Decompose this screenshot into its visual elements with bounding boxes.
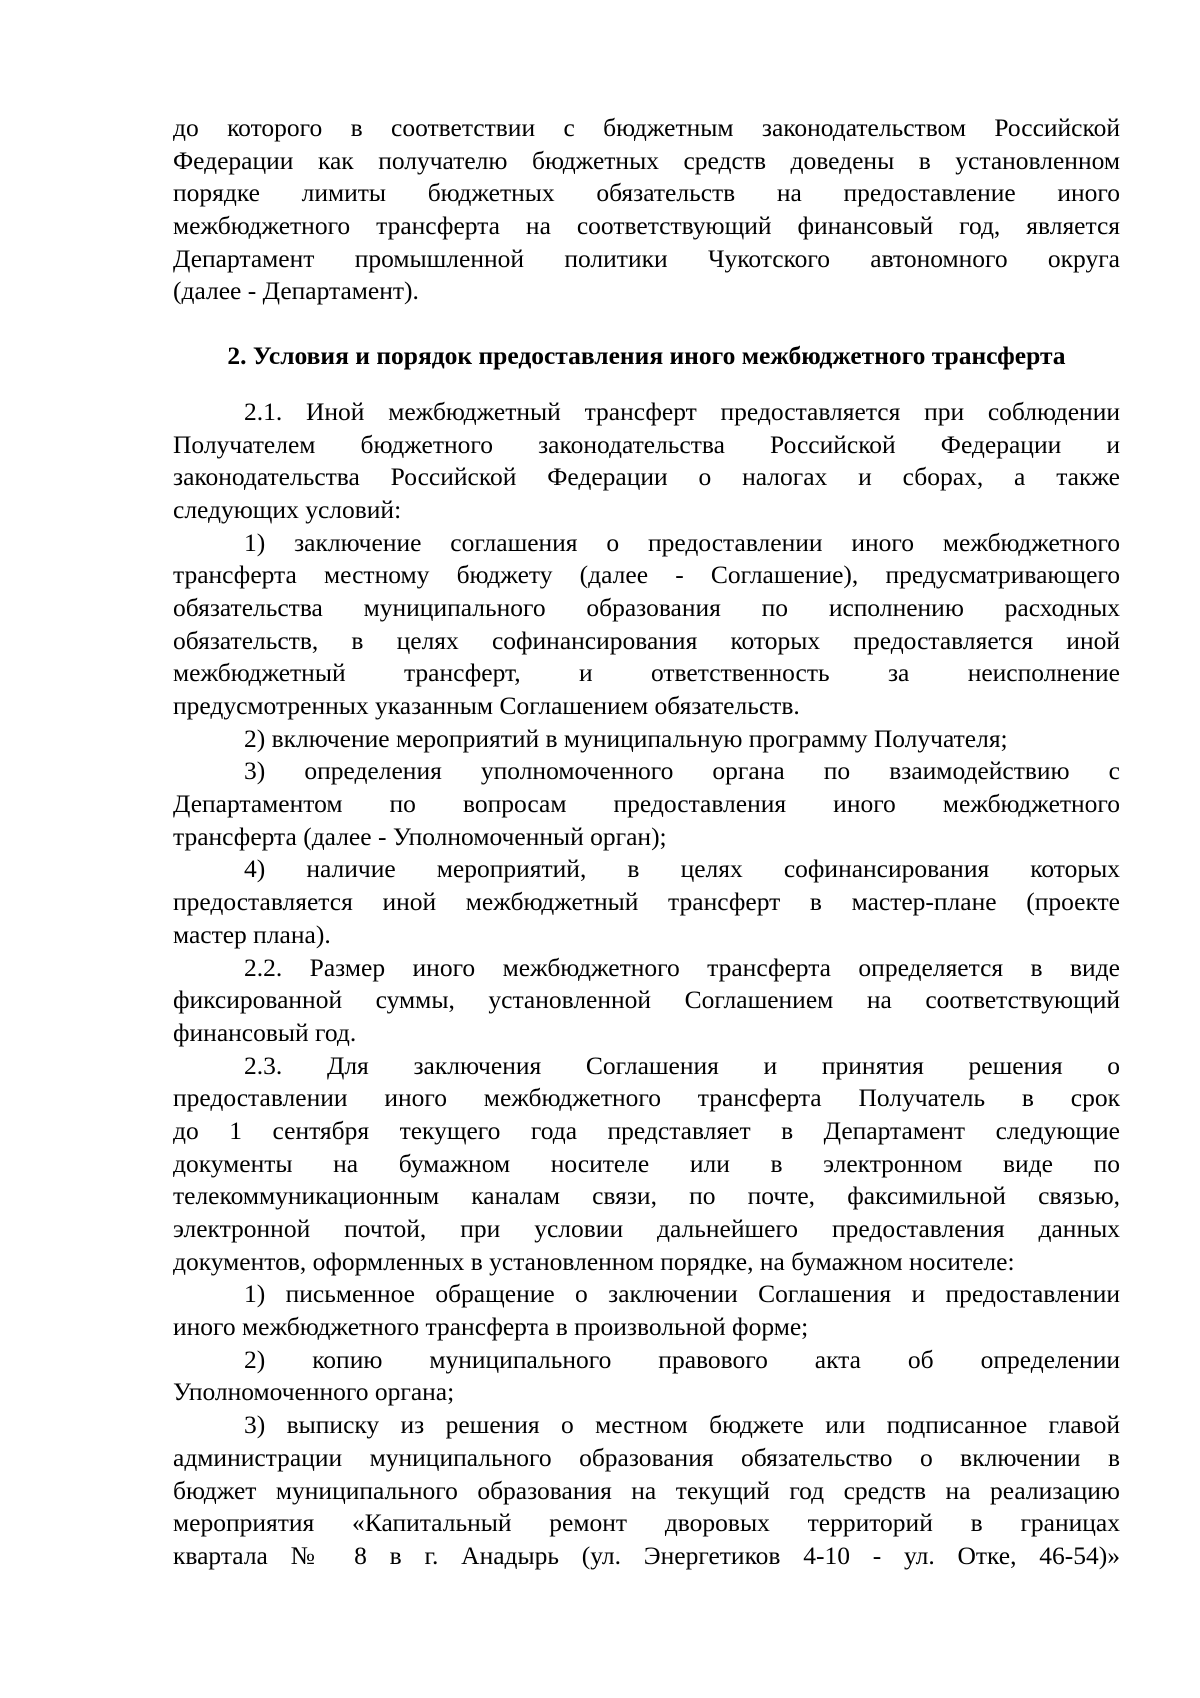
paragraph-line: обязательства муниципального образования по исполнению расходных: [173, 592, 1120, 622]
paragraph-2-1-item-1: [173, 527, 1120, 723]
paragraph-2-3-item-3: [173, 1409, 1120, 1572]
paragraph-line: трансферта местному бюджету (далее - Соглашение), предусматривающего: [173, 560, 1120, 590]
intro-line: (далее - Департамент).: [173, 276, 419, 306]
intro-paragraph: [173, 112, 1120, 308]
paragraph-line: телекоммуникационным каналам связи, по почте, факсимильной связью,: [173, 1181, 1120, 1211]
paragraph-line: 2.2. Размер иного межбюджетного трансферта определяется в виде: [244, 952, 1120, 982]
section-heading: 2. Условия и порядок предоставления иного межбюджетного трансферта: [227, 341, 1066, 371]
paragraph-line: 1) заключение соглашения о предоставлении иного межбюджетного: [244, 527, 1120, 557]
intro-line: Федерации как получателю бюджетных средств доведены в установленном: [173, 145, 1120, 175]
paragraph-line: предусмотренных указанным Соглашением обязательств.: [173, 691, 800, 720]
paragraph-2-1-item-3: [173, 755, 1120, 853]
intro-line: порядке лимиты бюджетных обязательств на предоставление иного: [173, 178, 1120, 208]
paragraph-line: 4) наличие мероприятий, в целях софинансирования которых: [244, 854, 1120, 884]
paragraph-line: Получателем бюджетного законодательства Российской Федерации и: [173, 429, 1120, 459]
paragraph-line: предоставляется иной межбюджетный трансферт в мастер-плане (проекте: [173, 887, 1120, 917]
paragraph-line: иного межбюджетного трансферта в произвольной форме;: [173, 1312, 809, 1342]
paragraph-2-3: [173, 1050, 1120, 1279]
paragraph-line: квартала № 8 в г. Анадырь (ул. Энергетиков 4-10 - ул. Отке, 46-54)»: [173, 1540, 1120, 1570]
paragraph-line: следующих условий:: [173, 494, 402, 524]
paragraph-line: 2.3. Для заключения Соглашения и принятия решения о: [244, 1050, 1120, 1080]
paragraph-line: финансовый год.: [173, 1017, 357, 1047]
intro-line: межбюджетного трансферта на соответствующий финансовый год, является: [173, 211, 1120, 241]
paragraph-line: мероприятия «Капитальный ремонт дворовых территорий в границах: [173, 1508, 1120, 1538]
paragraph-2-2: [173, 952, 1120, 1050]
document-body: [173, 112, 1120, 1573]
paragraph-line: 2) копию муниципального правового акта об определении: [244, 1344, 1120, 1374]
paragraph-line: документы на бумажном носителе или в электронном виде по: [173, 1148, 1120, 1178]
paragraph-line: до 1 сентября текущего года представляет в Департамент следующие: [173, 1115, 1120, 1145]
paragraph-2-1-item-4: [173, 853, 1120, 951]
paragraph-2-3-item-2: [173, 1344, 1120, 1409]
paragraph-line: мастер плана).: [173, 919, 331, 949]
paragraph-line: обязательств, в целях софинансирования которых предоставляется иной: [173, 625, 1120, 655]
paragraph-line: бюджет муниципального образования на текущий год средств на реализацию: [173, 1475, 1120, 1505]
paragraph-line: законодательства Российской Федерации о налогах и сборах, а также: [173, 462, 1120, 492]
paragraph-line: фиксированной суммы, установленной Соглашением на соответствующий: [173, 985, 1120, 1015]
intro-line: Департамент промышленной политики Чукотского автономного округа: [173, 243, 1120, 273]
paragraph-line: 1) письменное обращение о заключении Соглашения и предоставлении: [244, 1279, 1120, 1309]
paragraph-line: администрации муниципального образования обязательство о включении в: [173, 1442, 1120, 1472]
paragraph-line: документов, оформленных в установленном порядке, на бумажном носителе:: [173, 1246, 1015, 1276]
paragraph-line: 3) определения уполномоченного органа по взаимодействию с: [244, 756, 1120, 786]
spacer: [173, 373, 1120, 396]
paragraph-2-1: [173, 396, 1120, 527]
paragraph-line: Департаментом по вопросам предоставления иного межбюджетного: [173, 789, 1120, 819]
spacer: [173, 308, 1120, 340]
paragraph-line: Уполномоченного органа;: [173, 1377, 455, 1407]
paragraph-2-1-item-2: [173, 723, 1120, 756]
paragraph-line: электронной почтой, при условии дальнейшего предоставления данных: [173, 1214, 1120, 1243]
paragraph-line: предоставлении иного межбюджетного трансферта Получатель в срок: [173, 1083, 1120, 1113]
paragraph-2-3-item-1: [173, 1278, 1120, 1343]
intro-line: до которого в соответствии с бюджетным законодательством Российской: [173, 113, 1120, 142]
paragraph-line: 3) выписку из решения о местном бюджете или подписанное главой: [244, 1410, 1120, 1440]
paragraph-line: 2) включение мероприятий в муниципальную программу Получателя;: [244, 723, 1008, 753]
paragraph-line: 2.1. Иной межбюджетный трансферт предоставляется при соблюдении: [244, 396, 1120, 426]
paragraph-line: трансферта (далее - Уполномоченный орган);: [173, 821, 667, 851]
paragraph-line: межбюджетный трансферт, и ответственность за неисполнение: [173, 658, 1120, 688]
